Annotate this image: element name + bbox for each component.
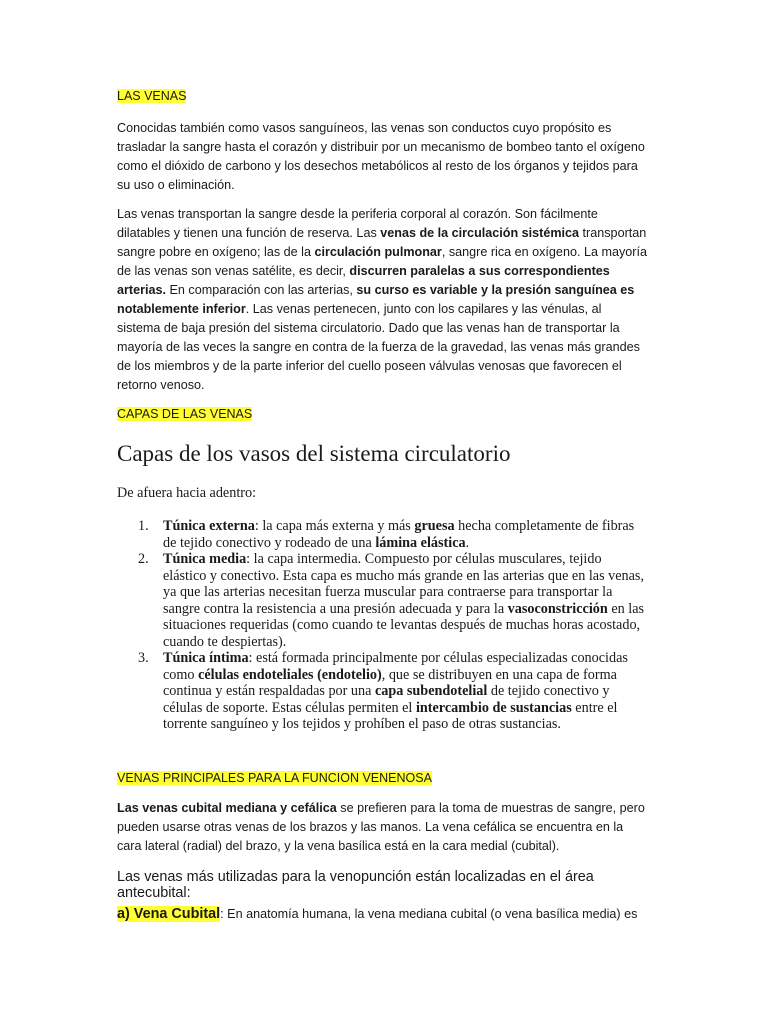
paragraph-venas-transportan: Las venas transportan la sangre desde la periferia corporal al corazón. Son fácilmente dilatables y tienen una función de reserva. Las venas de la circulación sistémica transportan sangre pobre en oxígeno; las de la circulación pulmonar, sangre rica en oxígeno. La mayoría de las venas son venas satélite, es decir, discurren paralelas a sus correspondientes arterias. En comparación con las arterias, su curso es variable y la presión sanguínea es notablemente inferior. Las venas pertenecen, junto con los capilares y las vénulas, al sistema de baja presión del sistema circulatorio. Dado que las venas han de transportar la mayoría de las veces la sangre en contra de la fuerza de la gravedad, las venas más grandes de los miembros y de la parte inferior del cuello poseen válvulas venosas que favorecen el retorno venoso.	[117, 207, 647, 392]
heading-highlight: LAS VENAS	[117, 89, 187, 103]
section-heading-capas	[117, 407, 252, 422]
paragraph-definition: Conocidas también como vasos sanguíneos, las venas son conductos cuyo propósito es trasladar la sangre hasta el corazón y distribuir por un mecanismo de bombeo tanto el oxígeno como el dióxido de carbono y los desechos metabólicos al resto de los órganos y tejidos para su uso o eliminación.	[117, 121, 645, 192]
paragraph-venopuncion: Las venas más utilizadas para la venopunción están localizadas en el área antecubital:	[117, 869, 594, 901]
capas-intro: De afuera hacia adentro:	[117, 485, 257, 501]
section-heading-las-venas	[117, 89, 186, 104]
heading-highlight: VENAS PRINCIPALES PARA LA FUNCION VENENOSA	[117, 771, 432, 785]
list-item: 1. Túnica externa: la capa más externa y más gruesa hecha completamente de fibras de tejido conectivo y rodeado de una lámina elástica.	[138, 518, 635, 551]
capas-title: Capas de los vasos del sistema circulatorio	[117, 441, 511, 466]
list-item: 3. Túnica íntima: está formada principalmente por células especializadas conocidas como células endoteliales (endotelio), que se distribuyen en una capa de forma continua y están respaldadas por una capa subendotelial de tejido conectivo y células de soporte. Estas células permiten el intercambio de sustancias entre el torrente sanguíneo y los tejidos y prohíben el paso de otras sustancias.	[138, 650, 628, 732]
paragraph-cubital-cefalica: Las venas cubital mediana y cefálica se prefieren para la toma de muestras de sangre, pero pueden usarse otras venas de los brazos y las manos. La vena cefálica se encuentra en la cara lateral (radial) del brazo, y la vena basílica está en la cara medial (cubital).	[117, 801, 645, 853]
list-item: 2. Túnica media: la capa intermedia. Compuesto por células musculares, tejido elástico y conectivo. Esta capa es mucho más grande en las arterias que en las venas, ya que las arterias necesitan fuerza muscular para contraerse para transportar la sangre contra la resistencia a una presión adecuada y para la vasoconstricción en las situaciones requeridas (como cuando te levantas después de muchas horas acostado, cuando te despiertas).	[138, 551, 645, 650]
section-heading-venas-principales	[117, 771, 432, 786]
paragraph-vena-cubital: a) Vena Cubital: En anatomía humana, la vena mediana cubital (o vena basílica media) es	[117, 906, 638, 922]
vena-cubital-highlight: a) Vena Cubital	[117, 906, 221, 922]
tunicas-list	[117, 518, 647, 733]
heading-highlight: CAPAS DE LAS VENAS	[117, 407, 253, 421]
